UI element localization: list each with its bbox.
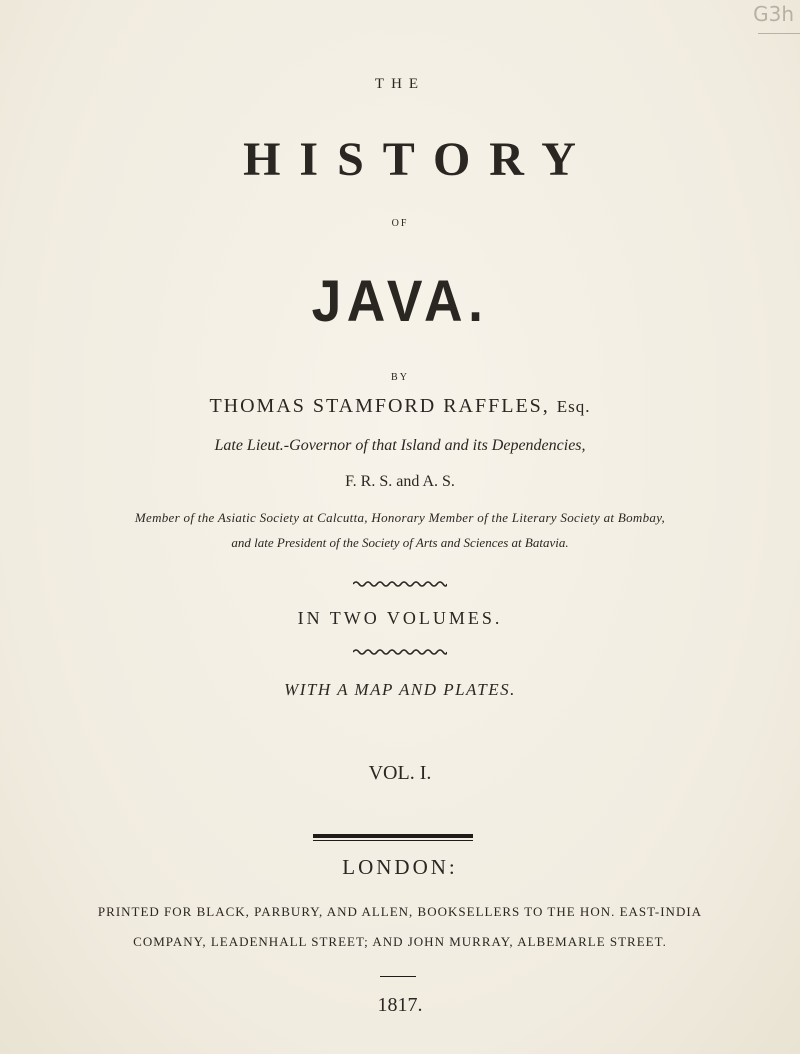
title-main: HISTORY [243, 133, 595, 186]
ornament-rule-bottom [0, 648, 800, 656]
title-preposition: OF [391, 218, 409, 229]
author-role: Late Lieut.-Governor of that Island and its Dependencies, [214, 437, 586, 454]
author-by: BY [391, 372, 409, 383]
author-suffix: Esq. [556, 397, 591, 416]
author-name: THOMAS STAMFORD RAFFLES, [209, 395, 550, 417]
edition-volume: VOL. I. [368, 762, 432, 784]
imprint-city: LONDON: [342, 855, 458, 879]
ornament-rule-top [0, 580, 800, 588]
edition-illustrations: WITH A MAP AND PLATES. [284, 680, 516, 699]
shelf-mark: G3h [753, 2, 794, 26]
title-article: THE [374, 76, 426, 92]
imprint-rule [313, 834, 473, 841]
edition-volumes: IN TWO VOLUMES. [297, 608, 503, 628]
author-membership-line-1: Member of the Asiatic Society at Calcutta, Honorary Member of the Literary Society at Bombay, [134, 510, 666, 525]
imprint-year: 1817. [377, 994, 423, 1016]
imprint-rule-thin [313, 840, 473, 841]
title-subject: JAVA. [311, 269, 489, 334]
imprint-printer-line-1: PRINTED FOR BLACK, PARBURY, AND ALLEN, BOOKSELLERS TO THE HON. EAST-INDIA [97, 904, 703, 919]
author-membership-line-2: and late President of the Society of Arts and Sciences at Batavia. [231, 535, 569, 550]
shelf-mark-underline [758, 33, 800, 34]
year-rule [380, 976, 416, 977]
imprint-rule-thick [313, 834, 473, 838]
author-fellowships: F. R. S. and A. S. [345, 473, 455, 490]
imprint-printer-line-2: COMPANY, LEADENHALL STREET; AND JOHN MURRAY, ALBEMARLE STREET. [133, 934, 667, 949]
author-line [0, 395, 800, 418]
